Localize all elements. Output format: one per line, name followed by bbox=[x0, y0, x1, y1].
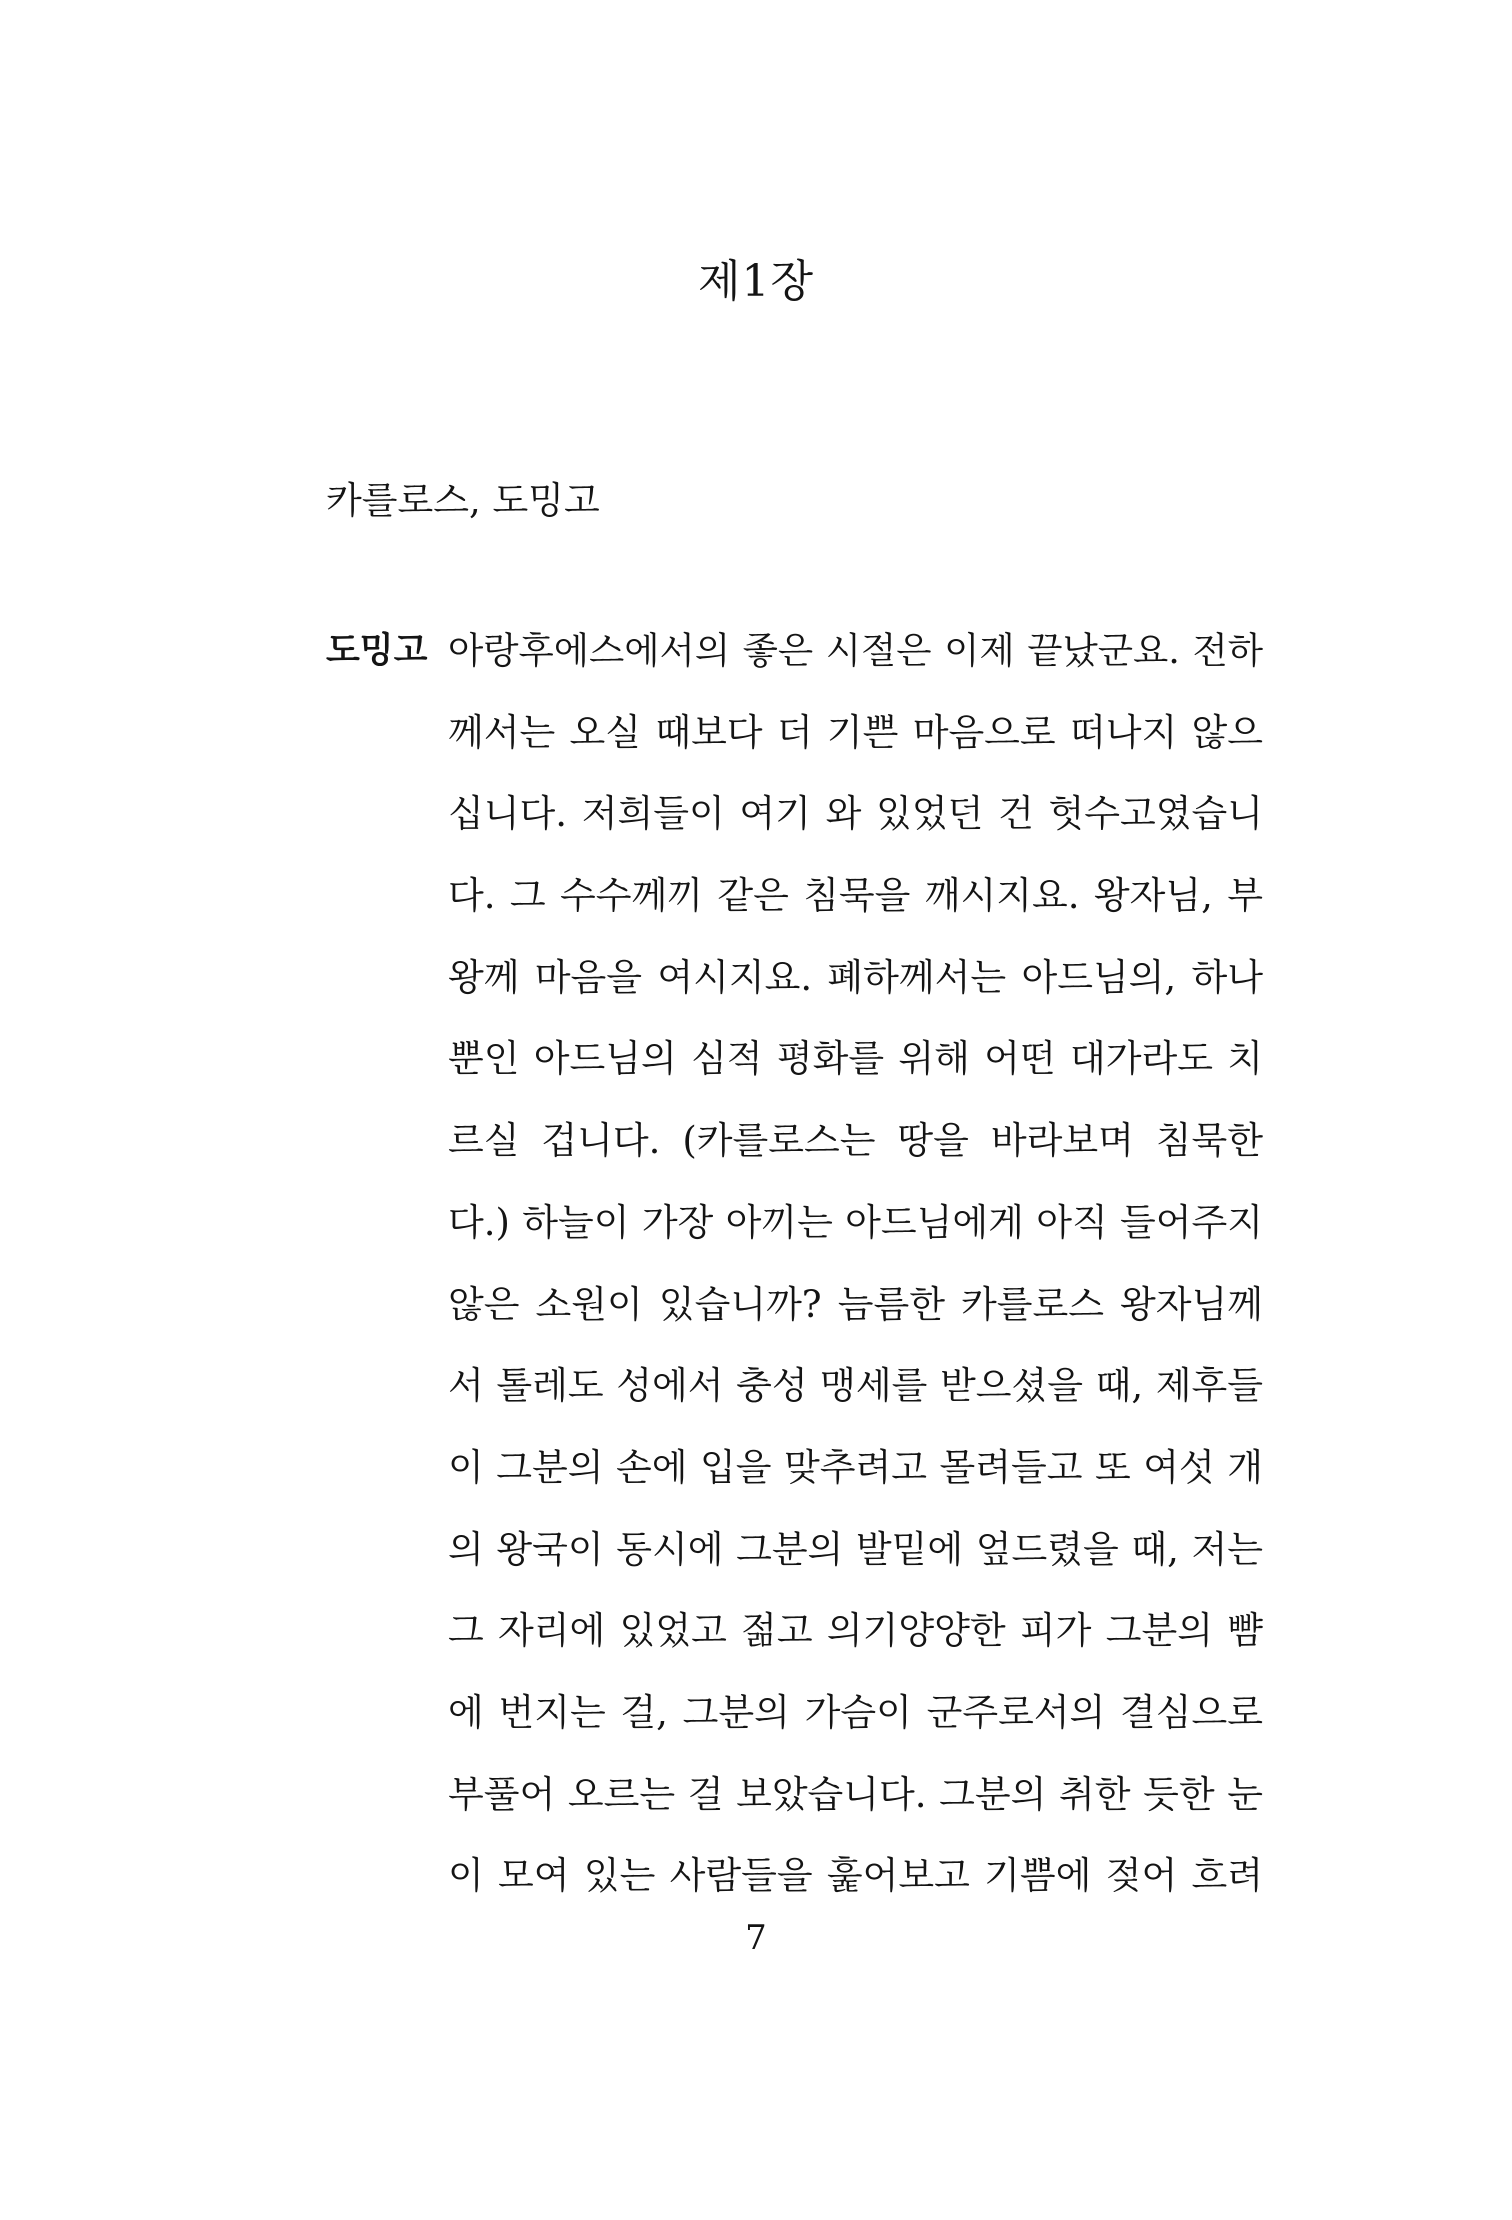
speech-line: 르실 겁니다. (카를로스는 땅을 바라보며 침묵한 bbox=[448, 1119, 1263, 1163]
speech-line: 뿐인 아드님의 심적 평화를 위해 어떤 대가라도 치 bbox=[448, 1037, 1263, 1081]
speech-line: 에 번지는 걸, 그분의 가슴이 군주로서의 결심으로 bbox=[448, 1690, 1263, 1734]
speech-line: 그 자리에 있었고 젊고 의기양양한 피가 그분의 뺨 bbox=[448, 1609, 1263, 1653]
speech-line: 이 모여 있는 사람들을 훑어보고 기쁨에 젖어 흐려 bbox=[448, 1854, 1263, 1898]
speech-line: 왕께 마음을 여시지요. 폐하께서는 아드님의, 하나 bbox=[448, 955, 1263, 999]
speech-line: 아랑후에스에서의 좋은 시절은 이제 끝났군요. 전하 bbox=[448, 629, 1263, 672]
speech-line: 다. 그 수수께끼 같은 침묵을 깨시지요. 왕자님, 부 bbox=[448, 874, 1263, 918]
speech-block bbox=[448, 624, 1263, 1931]
speech-line: 부풀어 오르는 걸 보았습니다. 그분의 취한 듯한 눈 bbox=[448, 1772, 1263, 1816]
chapter-title: 제1장 bbox=[697, 256, 814, 307]
speech-line: 서 톨레도 성에서 충성 맹세를 받으셨을 때, 제후들 bbox=[448, 1364, 1263, 1408]
speech-line: 의 왕국이 동시에 그분의 발밑에 엎드렸을 때, 저는 bbox=[448, 1527, 1263, 1571]
speaker-name: 도밍고 bbox=[326, 631, 428, 671]
character-list: 카를로스, 도밍고 bbox=[326, 479, 600, 522]
page-number: 7 bbox=[745, 1918, 767, 1958]
speech-line: 않은 소원이 있습니까? 늠름한 카를로스 왕자님께 bbox=[448, 1282, 1263, 1326]
speech-line: 다.) 하늘이 가장 아끼는 아드님에게 아직 들어주지 bbox=[448, 1200, 1263, 1244]
speech-line: 이 그분의 손에 입을 맞추려고 몰려들고 또 여섯 개 bbox=[448, 1445, 1263, 1489]
speech-line: 께서는 오실 때보다 더 기쁜 마음으로 떠나지 않으 bbox=[448, 710, 1263, 754]
speech-line: 십니다. 저희들이 여기 와 있었던 건 헛수고였습니 bbox=[448, 792, 1263, 836]
